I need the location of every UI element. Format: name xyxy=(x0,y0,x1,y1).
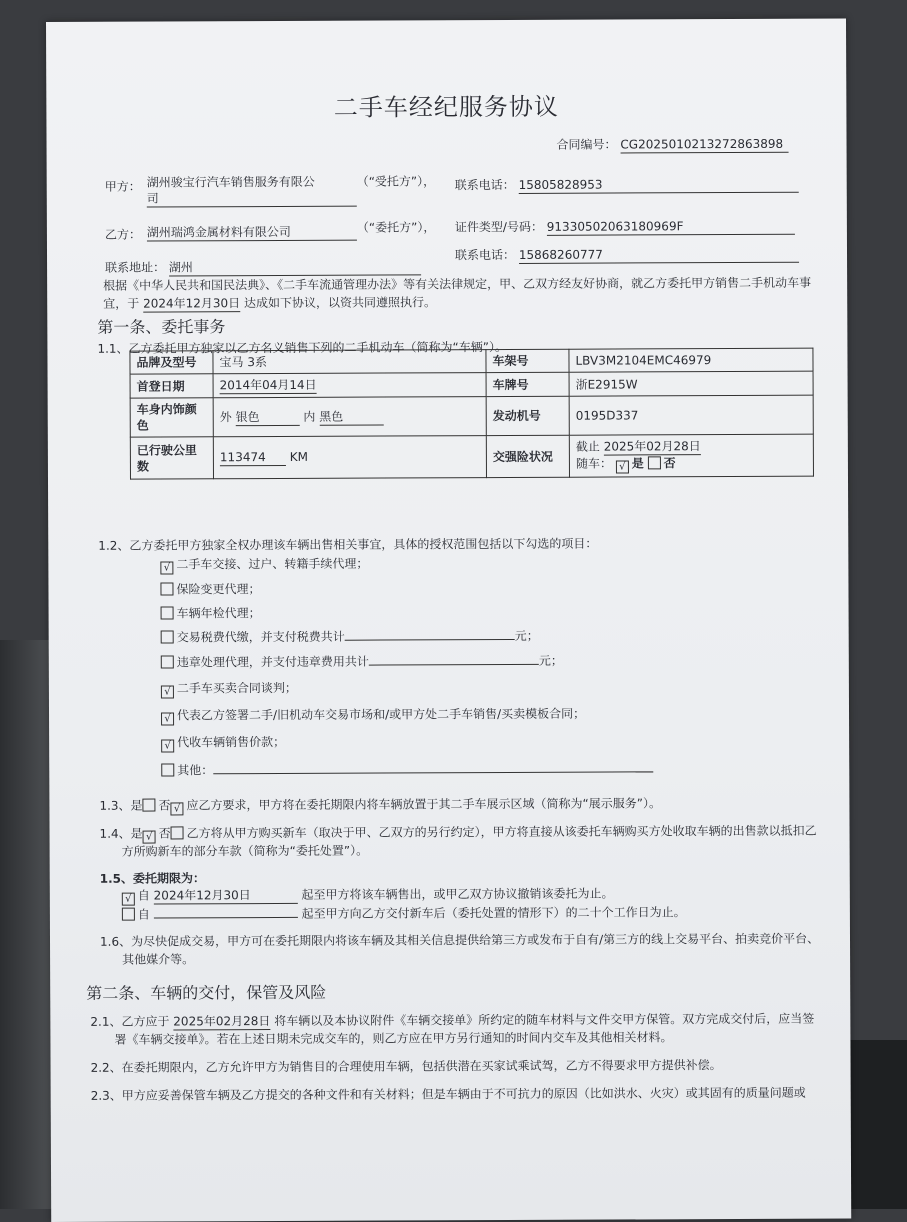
mileage-unit: KM xyxy=(289,449,308,464)
clause-1-4 xyxy=(100,823,817,844)
option-item xyxy=(161,605,261,621)
option-checkbox[interactable]: √ xyxy=(161,739,174,752)
term-option-1 xyxy=(122,886,614,906)
option-item xyxy=(161,680,297,699)
option-checkbox[interactable]: √ xyxy=(160,561,173,574)
party-b-phone-label: 联系电话： xyxy=(454,247,516,263)
clause-1-4-yes-checkbox[interactable]: √ xyxy=(143,831,156,844)
party-a-label: 甲方： xyxy=(104,179,141,194)
option-label: 二手车买卖合同谈判； xyxy=(176,680,297,696)
option-blank xyxy=(345,627,515,641)
mileage-cell xyxy=(213,436,486,479)
insurance-until-value: 2025年02月28日 xyxy=(603,439,701,454)
clause-1-4-line-2: 方所购新车的部分车款（简称为“委托处置”）。 xyxy=(121,843,369,859)
option-checkbox[interactable] xyxy=(161,606,174,619)
reg-date-cell xyxy=(213,373,486,398)
term-option-2 xyxy=(122,903,686,922)
option-checkbox[interactable]: √ xyxy=(161,685,174,698)
clause-2-1-line-2: 署《车辆交接单》。若在上述日期未完成交车的，则乙方应在甲方另行通知的时间内交车及其他相关材料。 xyxy=(114,1030,673,1047)
clause-1-4-no-label: 否 xyxy=(158,826,171,841)
plate-label: 车牌号 xyxy=(486,372,569,396)
option-label: 保险变更代理； xyxy=(176,582,261,597)
party-a-name-line2: 司 xyxy=(146,191,159,206)
document-title: 二手车经纪服务协议 xyxy=(333,92,559,122)
clause-1-5: 1.5、委托期限为： xyxy=(99,871,206,886)
party-b-name: 湖州瑞鸿金属材料有限公司 xyxy=(147,224,357,242)
party-a-phone-value: 15805828953 xyxy=(519,176,799,194)
contract-number-label: 合同编号： xyxy=(556,137,617,152)
brand-label: 品牌及型号 xyxy=(130,351,213,374)
option-label: 代收车辆销售价款； xyxy=(177,734,286,750)
vin-label: 车架号 xyxy=(486,349,569,372)
clause-2-1-prefix: 2.1、乙方应于 xyxy=(90,1014,170,1029)
address xyxy=(105,258,421,276)
option-checkbox[interactable] xyxy=(161,655,174,668)
term-option-1-prefix: 自 xyxy=(137,888,150,903)
clause-1-3-no-checkbox[interactable]: √ xyxy=(171,802,184,815)
vehicle-table xyxy=(129,348,814,480)
color-cell xyxy=(213,397,486,437)
clause-1-1: 1.1、乙方委托甲方独家以乙方名义销售下列的二手机动车（简称为“车辆”）。 xyxy=(97,339,507,356)
clause-1-3-text: 应乙方要求，甲方将在委托期限内将车辆放置于其二手车展示区域（简称为“展示服务”）。 xyxy=(186,796,661,813)
option-label: 违章处理代理，并支付违章费用共计 xyxy=(176,654,369,670)
intro-prefix: 宜，于 xyxy=(103,296,140,311)
clause-2-2: 2.2、在委托期限内，乙方允许甲方为销售目的合理使用车辆，包括供潜在买家试乘试驾，乙方不得要求甲方提供补偿。 xyxy=(90,1058,722,1075)
option-item xyxy=(161,706,585,726)
insurance-label: 交强险状况 xyxy=(486,435,569,477)
term-option-1-checkbox[interactable]: √ xyxy=(122,893,135,906)
clause-1-6-line-2: 其他媒介等。 xyxy=(122,952,195,967)
insurance-yes-checkbox[interactable]: √ xyxy=(616,460,629,473)
intro-date: 2024年12月30日 xyxy=(143,296,241,311)
term-option-2-prefix: 自 xyxy=(137,907,150,922)
term-option-2-blank xyxy=(154,905,298,919)
engine-label: 发动机号 xyxy=(486,396,569,435)
insurance-cell xyxy=(569,434,813,477)
option-checkbox[interactable]: √ xyxy=(161,712,174,725)
reg-date-label: 首登日期 xyxy=(130,374,213,398)
party-b-id-value: 91330502063180969F xyxy=(547,218,795,236)
party-a-phone xyxy=(455,176,799,195)
contract-number xyxy=(557,136,789,154)
intro-line-2 xyxy=(103,294,436,312)
option-label: 代表乙方签署二手/旧机动车交易市场和/或甲方处二手车销售/买卖模板合同； xyxy=(176,706,586,723)
table-row xyxy=(130,371,813,398)
term-option-1-date: 2024年12月30日 xyxy=(154,887,298,905)
intro-suffix: 达成如下协议，以资共同遵照执行。 xyxy=(243,295,437,311)
outer-color-value: 银色 xyxy=(236,408,300,425)
contract-number-value: CG2025010213272863898 xyxy=(620,136,788,154)
option-blank xyxy=(213,759,653,774)
option-item xyxy=(161,734,285,753)
table-row xyxy=(130,348,813,374)
address-value: 湖州 xyxy=(169,258,421,276)
insurance-yes-label: 是 xyxy=(631,456,644,471)
party-b-label: 乙方： xyxy=(104,227,141,242)
clause-1-3-no-label: 否 xyxy=(158,798,171,813)
term-option-1-text: 起至甲方将该车辆售出，或甲乙双方协议撤销该委托为止。 xyxy=(301,886,614,902)
clause-2-1-date: 2025年02月28日 xyxy=(173,1014,271,1029)
party-b-role: （“委托方”）， xyxy=(356,220,436,235)
option-label: 其他： xyxy=(177,763,214,778)
option-label: 交易税费代缴，并支付税费共计 xyxy=(176,629,345,645)
option-item xyxy=(160,556,368,575)
clause-1-2: 1.2、乙方委托甲方独家全权办理该车辆出售相关事宜，具体的授权范围包括以下勾选的项目： xyxy=(98,536,598,553)
option-label: 车辆年检代理； xyxy=(176,606,261,621)
clause-1-3-yes-label: 1.3、是 xyxy=(99,798,143,813)
party-b-phone-value: 15868260777 xyxy=(519,246,799,264)
mileage-value: 113474 xyxy=(220,449,286,466)
contract-paper xyxy=(46,19,851,1222)
section-2-heading: 第二条、车辆的交付，保管及风险 xyxy=(86,982,327,1003)
outer-color-label: 外 xyxy=(219,409,232,424)
option-item xyxy=(161,627,539,646)
reg-date-value: 2014年04月14日 xyxy=(219,377,317,393)
insurance-no-checkbox[interactable] xyxy=(648,456,661,469)
party-b-phone xyxy=(455,246,799,265)
option-blank xyxy=(369,652,539,666)
party-b-id xyxy=(455,218,795,236)
option-item xyxy=(160,581,260,597)
term-option-2-text: 起至甲方向乙方交付新车后（委托处置的情形下）的二十个工作日为止。 xyxy=(301,905,686,921)
insurance-until-label: 截止 xyxy=(575,439,600,454)
clause-2-1-text: 将车辆以及本协议附件《车辆交接单》所约定的随车材料与文件交甲方保管。双方完成交付后，应当签 xyxy=(274,1011,815,1029)
option-checkbox[interactable] xyxy=(161,630,174,643)
party-a-role: （“受托方”）， xyxy=(356,174,436,189)
option-suffix: 元； xyxy=(514,628,539,643)
party-b-id-label: 证件类型/号码： xyxy=(454,219,543,235)
term-option-2-checkbox[interactable] xyxy=(122,908,135,921)
brand-value: 宝马 3系 xyxy=(213,350,486,374)
option-suffix: 元； xyxy=(538,653,563,668)
color-label: 车身内饰颜色 xyxy=(130,398,213,437)
party-a-name xyxy=(147,174,357,208)
intro-line-1: 根据《中华人民共和国民法典》、《二手车流通管理办法》等有关法律规定，甲、乙双方经友好协商，就乙方委托甲方销售二手机动车事 xyxy=(103,275,812,293)
section-1-heading: 第一条、委托事务 xyxy=(97,317,226,337)
clause-1-4-yes-label: 1.4、是 xyxy=(99,826,143,841)
option-checkbox[interactable] xyxy=(161,763,174,776)
vin-value: LBV3M2104EMC46979 xyxy=(569,348,813,372)
inner-color-label: 内 xyxy=(303,409,316,424)
clause-2-1 xyxy=(90,1011,814,1031)
clause-1-6: 1.6、为尽快促成交易，甲方可在委托期限内将该车辆及其相关信息提供给第三方或发布于自有/第三方的线上交易平台、拍卖竞价平台、 xyxy=(99,931,820,949)
option-item xyxy=(161,652,563,671)
clause-1-4-text: 乙方将从甲方购买新车（取决于甲、乙双方的另行约定），甲方将直接从该委托车辆购买方处收取车辆的出售款以抵扣乙 xyxy=(186,823,817,841)
clause-1-4-no-checkbox[interactable] xyxy=(171,826,184,839)
clause-1-3 xyxy=(99,795,661,815)
option-label: 二手车交接、过户、转籍手续代理； xyxy=(176,556,369,572)
address-label: 联系地址： xyxy=(105,260,166,275)
insurance-no-label: 否 xyxy=(663,456,676,471)
option-item xyxy=(161,759,653,778)
party-a-phone-label: 联系电话： xyxy=(454,177,515,193)
engine-value: 0195D337 xyxy=(569,395,813,435)
mileage-label: 已行驶公里数 xyxy=(130,437,213,479)
option-checkbox[interactable] xyxy=(160,582,173,595)
clause-1-3-yes-checkbox[interactable] xyxy=(142,799,155,812)
table-row xyxy=(130,395,813,437)
party-a-name-line1: 湖州骏宝行汽车销售服务有限公 xyxy=(146,174,315,190)
plate-value: 浙E2915W xyxy=(569,371,813,396)
clause-2-3: 2.3、甲方应妥善保管车辆及乙方提交的各种文件和有关材料；但是车辆由于不可抗力的原因（比如洪水、火灾）或其固有的质量问题或 xyxy=(90,1085,806,1103)
table-row xyxy=(130,434,813,479)
inner-color-value: 黑色 xyxy=(319,408,383,425)
insurance-follow-label: 随车： xyxy=(575,456,612,471)
